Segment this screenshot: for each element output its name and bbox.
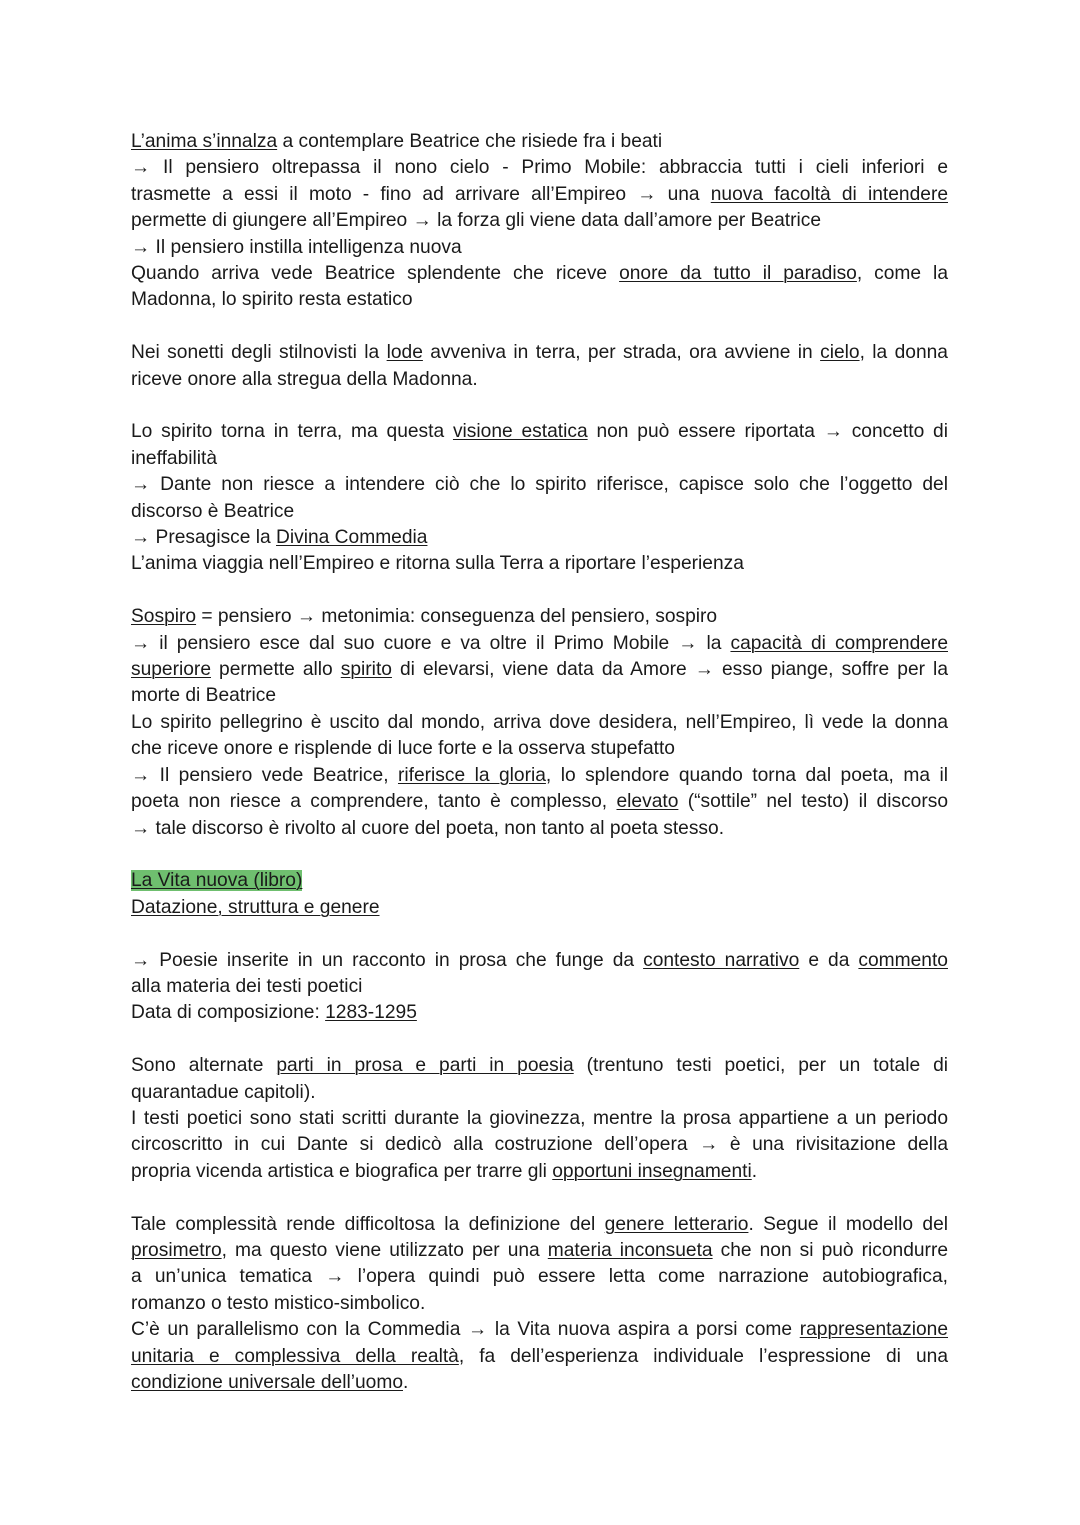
spacer [131, 578, 948, 604]
highlighted-title: La Vita nuova (libro) [131, 870, 303, 892]
underlined-phrase: rappresentazione [799, 1319, 948, 1341]
text-line: → Dante non riesce a intendere ciò che lo spirito riferisce, capisce solo che l’oggetto del [131, 474, 948, 496]
text-line: → Il pensiero vede Beatrice, riferisce la gloria, lo splendore quando torna dal poeta, ma il [131, 764, 948, 786]
underlined-phrase: visione estatica [452, 421, 588, 443]
spacer [131, 393, 948, 419]
text-line: a un’unica tematica → l’opera quindi può essere letta come narrazione autobiografica, [131, 1266, 948, 1288]
underlined-phrase: lode [386, 342, 423, 364]
document-page [131, 129, 948, 1396]
spacer [131, 314, 948, 340]
underlined-phrase: contesto narrativo [643, 949, 800, 971]
text-line: Sono alternate parti in prosa e parti in poesia (trentuno testi poetici, per un totale di [131, 1055, 948, 1077]
underlined-phrase: materia inconsueta [547, 1239, 713, 1261]
text-line: discorso è Beatrice [131, 500, 295, 522]
text-line: poeta non riesce a comprendere, tanto è complesso, elevato (“sottile” nel testo) il discorso [131, 791, 949, 813]
underlined-phrase: capacità di comprendere [730, 632, 948, 654]
underlined-phrase: opportuni insegnamenti [552, 1160, 752, 1182]
text-line: L’anima s’innalza a contemplare Beatrice che risiede fra i beati [131, 131, 663, 152]
text-line: romanzo o testo mistico-simbolico. [131, 1292, 426, 1314]
underlined-phrase: commento [858, 949, 948, 971]
text-line: Lo spirito torna in terra, ma questa visione estatica non può essere riportata → concetto di [131, 421, 948, 443]
paragraph-ascent [131, 129, 948, 314]
underlined-phrase: riferisce la gloria [397, 764, 546, 786]
paragraph-struttura [131, 1053, 948, 1185]
text-line: C’è un parallelismo con la Commedia → la Vita nuova aspira a porsi come rappresentazione [131, 1319, 948, 1341]
paragraph-genere [131, 1212, 948, 1397]
text-line: superiore permette allo spirito di elevarsi, viene data da Amore → esso piange, soffre per la [131, 659, 948, 681]
underlined-phrase: genere letterario [604, 1213, 749, 1235]
underlined-phrase: prosimetro [131, 1239, 222, 1261]
text-line: prosimetro, ma questo viene utilizzato per una materia inconsueta che non si può ricondurre [131, 1239, 948, 1261]
spacer [131, 1027, 948, 1053]
text-line: permette di giungere all’Empireo → la forza gli viene data dall’amore per Beatrice [131, 210, 822, 232]
text-line: che riceve onore e risplende di luce forte e la osserva stupefatto [131, 738, 675, 760]
text-line: trasmette a essi il moto - fino ad arrivare all’Empireo → una nuova facoltà di intendere [131, 183, 949, 205]
text-line: Data di composizione: 1283-1295 [131, 1002, 417, 1024]
underlined-phrase: L’anima s’innalza [131, 131, 278, 152]
text-line: quarantadue capitoli). [131, 1081, 316, 1103]
underlined-phrase: unitaria e complessiva della realtà [131, 1345, 459, 1367]
text-line: → Presagisce la Divina Commedia [131, 527, 428, 549]
text-line: propria vicenda artistica e biografica per trarre gli opportuni insegnamenti. [131, 1160, 758, 1182]
text-line: Lo spirito pellegrino è uscito dal mondo, arriva dove desidera, nell’Empireo, lì vede la donna [131, 711, 948, 733]
spacer [131, 921, 948, 947]
spacer [131, 1185, 948, 1211]
text-line: morte di Beatrice [131, 685, 277, 707]
underlined-phrase: elevato [616, 791, 679, 813]
heading-subtitle [131, 895, 948, 921]
heading-title [131, 868, 948, 894]
paragraph-poesie [131, 948, 948, 1027]
underlined-phrase: Divina Commedia [276, 527, 428, 549]
paragraph-stilnovisti [131, 340, 948, 393]
text-line: Tale complessità rende difficoltosa la definizione del genere letterario. Segue il modello del [131, 1213, 949, 1235]
text-line: → tale discorso è rivolto al cuore del poeta, non tanto al poeta stesso. [131, 817, 725, 839]
underlined-phrase: onore da tutto il paradiso [619, 263, 857, 285]
text-line: Sospiro = pensiero → metonimia: conseguenza del pensiero, sospiro [131, 606, 718, 628]
text-line: L’anima viaggia nell’Empireo e ritorna sulla Terra a riportare l’esperienza [131, 553, 744, 575]
underlined-phrase: cielo [820, 342, 860, 364]
text-line: → il pensiero esce dal suo cuore e va oltre il Primo Mobile → la capacità di comprendere [131, 632, 948, 654]
text-line: riceve onore alla stregua della Madonna. [131, 368, 478, 390]
text-line: → Il pensiero instilla intelligenza nuova [131, 236, 462, 258]
text-line: → Il pensiero oltrepassa il nono cielo - Primo Mobile: abbraccia tutti i cieli inferiori e [131, 157, 948, 179]
underlined-phrase: parti in prosa e parti in poesia [276, 1055, 574, 1077]
section-heading [131, 868, 948, 921]
text-line: → Poesie inserite in un racconto in prosa che funge da contesto narrativo e da commento [131, 949, 948, 971]
spacer [131, 842, 948, 868]
text-line: Quando arriva vede Beatrice splendente che riceve onore da tutto il paradiso, come la [131, 263, 948, 285]
text-line: condizione universale dell’uomo. [131, 1371, 409, 1393]
text-line: alla materia dei testi poetici [131, 975, 363, 997]
underlined-phrase: nuova facoltà di intendere [710, 183, 949, 205]
text-line: ineffabilità [131, 447, 218, 469]
underlined-phrase: Datazione, struttura e genere [131, 896, 380, 918]
text-line: I testi poetici sono stati scritti durante la giovinezza, mentre la prosa appartiene a un periodo [131, 1107, 948, 1129]
text-line: unitaria e complessiva della realtà, fa dell’esperienza individuale l’espressione di una [131, 1345, 948, 1367]
underlined-phrase: 1283-1295 [325, 1002, 417, 1024]
text-line: Nei sonetti degli stilnovisti la lode avveniva in terra, per strada, ora avviene in cielo, la donna [131, 342, 948, 364]
paragraph-sospiro [131, 604, 948, 842]
text-line: circoscritto in cui Dante si dedicò alla costruzione dell’opera → è una rivisitazione della [131, 1134, 948, 1156]
underlined-phrase: superiore [131, 659, 211, 681]
paragraph-ineffabilita [131, 419, 948, 577]
underlined-phrase: spirito [340, 659, 392, 681]
underlined-phrase: Sospiro [131, 606, 197, 628]
text-line: Madonna, lo spirito resta estatico [131, 289, 413, 311]
underlined-phrase: condizione universale dell’uomo [131, 1371, 403, 1393]
